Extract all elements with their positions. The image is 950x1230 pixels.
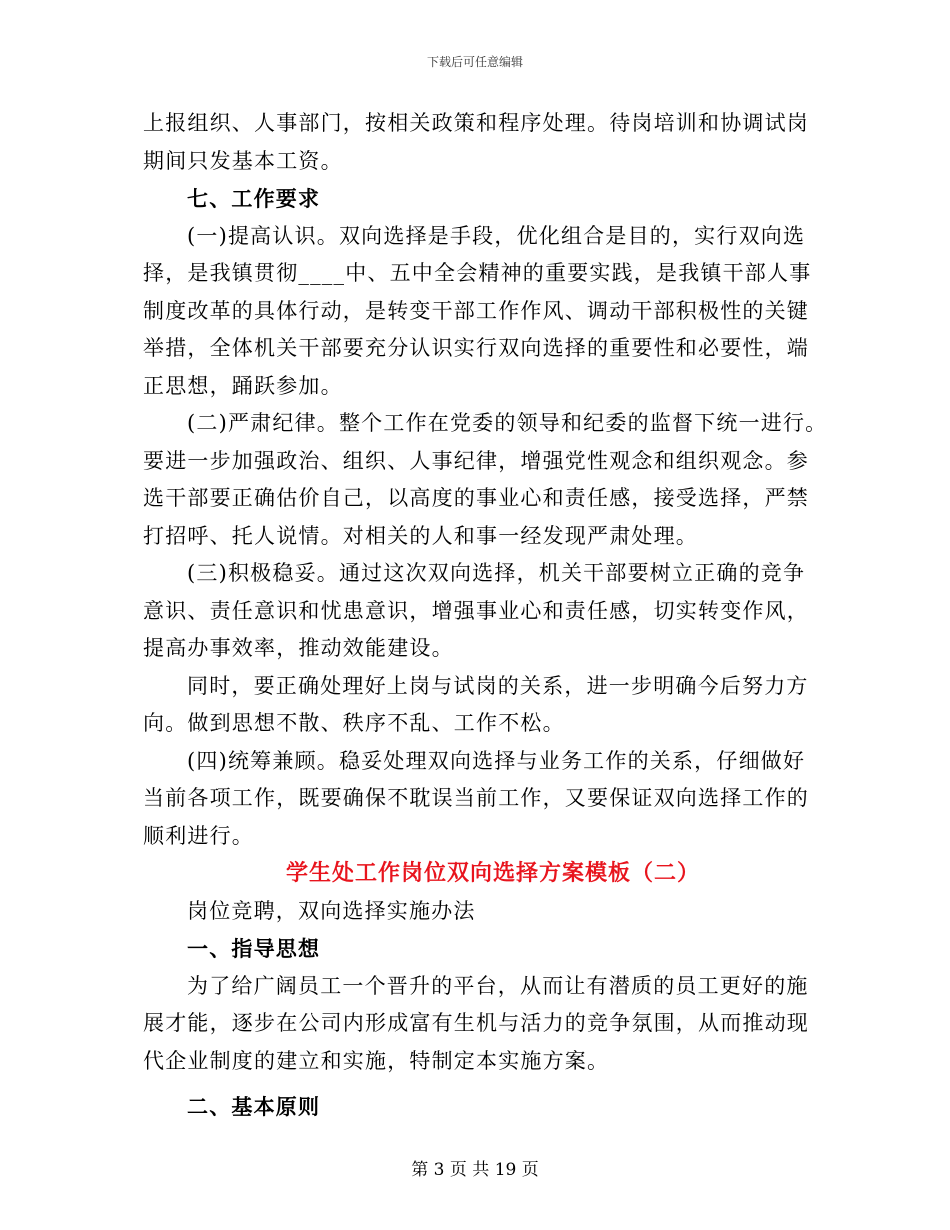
header-note: 下载后可任意编辑 [426, 55, 523, 69]
body-line: 提高办事效率，推动效能建设。 [143, 636, 454, 660]
body-line: 选干部要正确估价自己，以高度的事业心和责任感，接受选择，严禁 [143, 486, 809, 510]
body-line: 代企业制度的建立和实施，特制定本实施方案。 [143, 1048, 610, 1073]
body-line: 制度改革的具体行动，是转变干部工作作风、调动干部积极性的关键 [143, 298, 809, 323]
body-line: 当前各项工作，既要确保不耽误当前工作，又要保证双向选择工作的 [143, 786, 809, 810]
body-line: 向。做到思想不散、秩序不乱、工作不松。 [143, 711, 565, 735]
paragraph-first-line: (二)严肃纪律。整个工作在党委的领导和纪委的监督下统一进行。 [187, 411, 828, 435]
body-line: 择，是我镇贯彻____中、五中全会精神的重要实践，是我镇干部人事 [143, 261, 812, 285]
section-heading: 二、基本原则 [187, 1094, 321, 1119]
body-line: 打招呼、托人说情。对相关的人和事一经发现严肃处理。 [143, 523, 698, 548]
paragraph-first-line: (四)统筹兼顾。稳妥处理双向选择与业务工作的关系，仔细做好 [187, 748, 806, 773]
paragraph-first-line: 同时，要正确处理好上岗与试岗的关系，进一步明确今后努力方 [187, 673, 809, 698]
body-line: 正思想，踊跃参加。 [143, 373, 343, 398]
body-line: 顺利进行。 [143, 823, 254, 848]
page-number: 第 3 页 共 19 页 [411, 1160, 539, 1180]
body-line: 上报组织、人事部门，按相关政策和程序处理。待岗培训和协调试岗 [143, 111, 809, 135]
blank-line [143, 1080, 813, 1088]
body-line: 意识、责任意识和忧患意识，增强事业心和责任感，切实转变作风， [143, 598, 809, 623]
document-title: 学生处工作岗位双向选择方案模板（二） [285, 860, 700, 886]
body-line: 展才能，逐步在公司内形成富有生机与活力的竞争氛围，从而推动现 [143, 1011, 809, 1035]
paragraph-first-line: 为了给广阔员工一个晋升的平台，从而让有潜质的员工更好的施 [187, 973, 809, 998]
section-heading: 七、工作要求 [187, 186, 321, 211]
paragraph-first-line: (一)提高认识。双向选择是手段，优化组合是目的，实行双向选 [187, 223, 806, 248]
section-heading: 一、指导思想 [187, 936, 321, 961]
body-line: 要进一步加强政治、组织、人事纪律，增强党性观念和组织观念。参 [143, 448, 809, 473]
body-line: 举措，全体机关干部要充分认识实行双向选择的重要性和必要性，端 [143, 336, 809, 360]
document-body [143, 105, 828, 1126]
paragraph-first-line: (三)积极稳妥。通过这次双向选择，机关干部要树立正确的竞争 [187, 561, 806, 585]
subtitle-line: 岗位竞聘，双向选择实施办法 [187, 898, 476, 923]
body-line: 期间只发基本工资。 [143, 148, 343, 173]
